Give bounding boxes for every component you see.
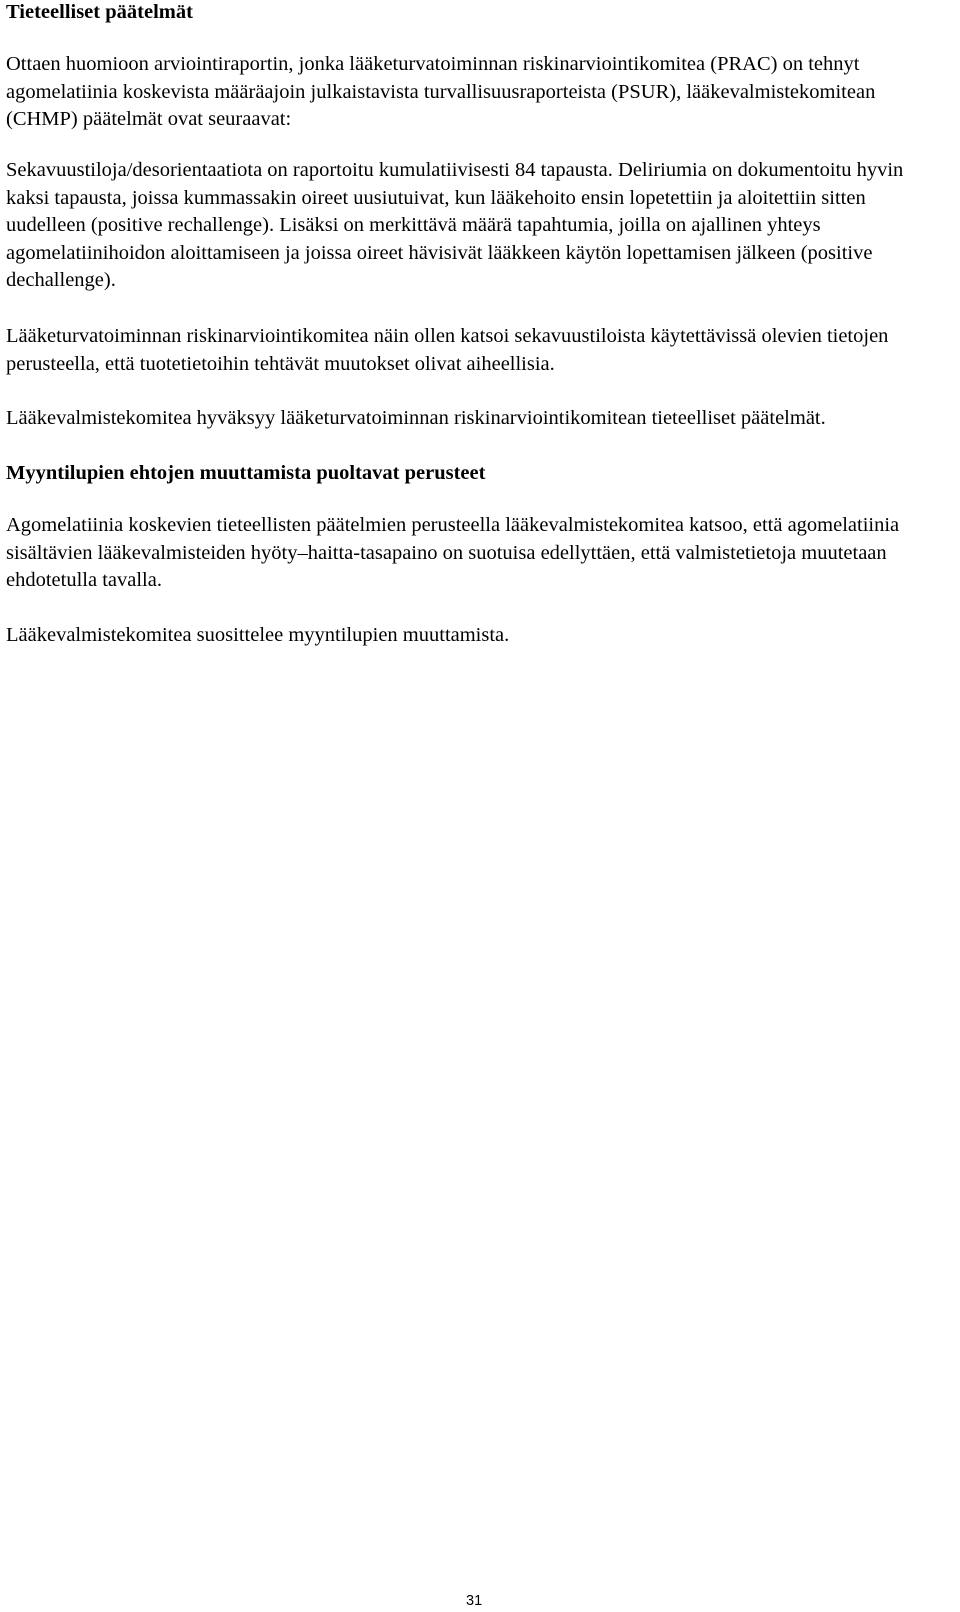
paragraph-intro	[6, 51, 950, 134]
paragraph-cases	[6, 157, 950, 295]
paragraph-recommendation	[6, 622, 950, 650]
section-heading-scientific-conclusions: Tieteelliset päätelmät	[6, 1, 193, 23]
paragraph-grounds	[6, 512, 950, 595]
paragraph-prac-view	[6, 323, 950, 378]
paragraph-text: Sekavuustiloja/desorientaatiota on raportoitu kumulatiivisesti 84 tapausta. Deliriumia on dokumentoitu hyvin kaksi tapausta, joissa kummassakin oireet uusiutuivat, kun lääkehoito ensin lopetettiin ja aloitettiin sitten uudelleen (positive rechallenge). Lisäksi on merkittävä määrä tapahtumia, joilla on ajallinen yhteys agomelatiinihoidon aloittamiseen ja joissa oireet hävisivät lääkkeen käytön lopettamisen jälkeen (positive dechallenge).	[6, 159, 904, 291]
paragraph-text: Lääketurvatoiminnan riskinarviointikomitea näin ollen katsoi sekavuustiloista käytettävissä olevien tietojen perusteella, että tuotetietoihin tehtävät muutokset olivat aiheellisia.	[6, 325, 889, 375]
paragraph-text: Lääkevalmistekomitea hyväksyy lääketurvatoiminnan riskinarviointikomitean tieteelliset päätelmät.	[6, 407, 826, 429]
paragraph-chmp-agrees	[6, 405, 950, 433]
paragraph-text: Ottaen huomioon arviointiraportin, jonka lääketurvatoiminnan riskinarviointikomitea (PRAC) on tehnyt agomelatiinia koskevista määräajoin julkaistavista turvallisuusraporteista (PSUR), lääkevalmistekomitean (CHMP) päätelmät ovat seuraavat:	[6, 53, 876, 130]
page-number: 31	[466, 1593, 483, 1609]
paragraph-text: Lääkevalmistekomitea suosittelee myyntilupien muuttamista.	[6, 624, 510, 646]
paragraph-text: Agomelatiinia koskevien tieteellisten päätelmien perusteella lääkevalmistekomitea katsoo, että agomelatiinia sisältävien lääkevalmisteiden hyöty–haitta-tasapaino on suotuisa edellyttäen, että valmistetietoja muutetaan ehdotetulla tavalla.	[6, 514, 900, 591]
section-heading-grounds: Myyntilupien ehtojen muuttamista puoltavat perusteet	[6, 462, 486, 484]
